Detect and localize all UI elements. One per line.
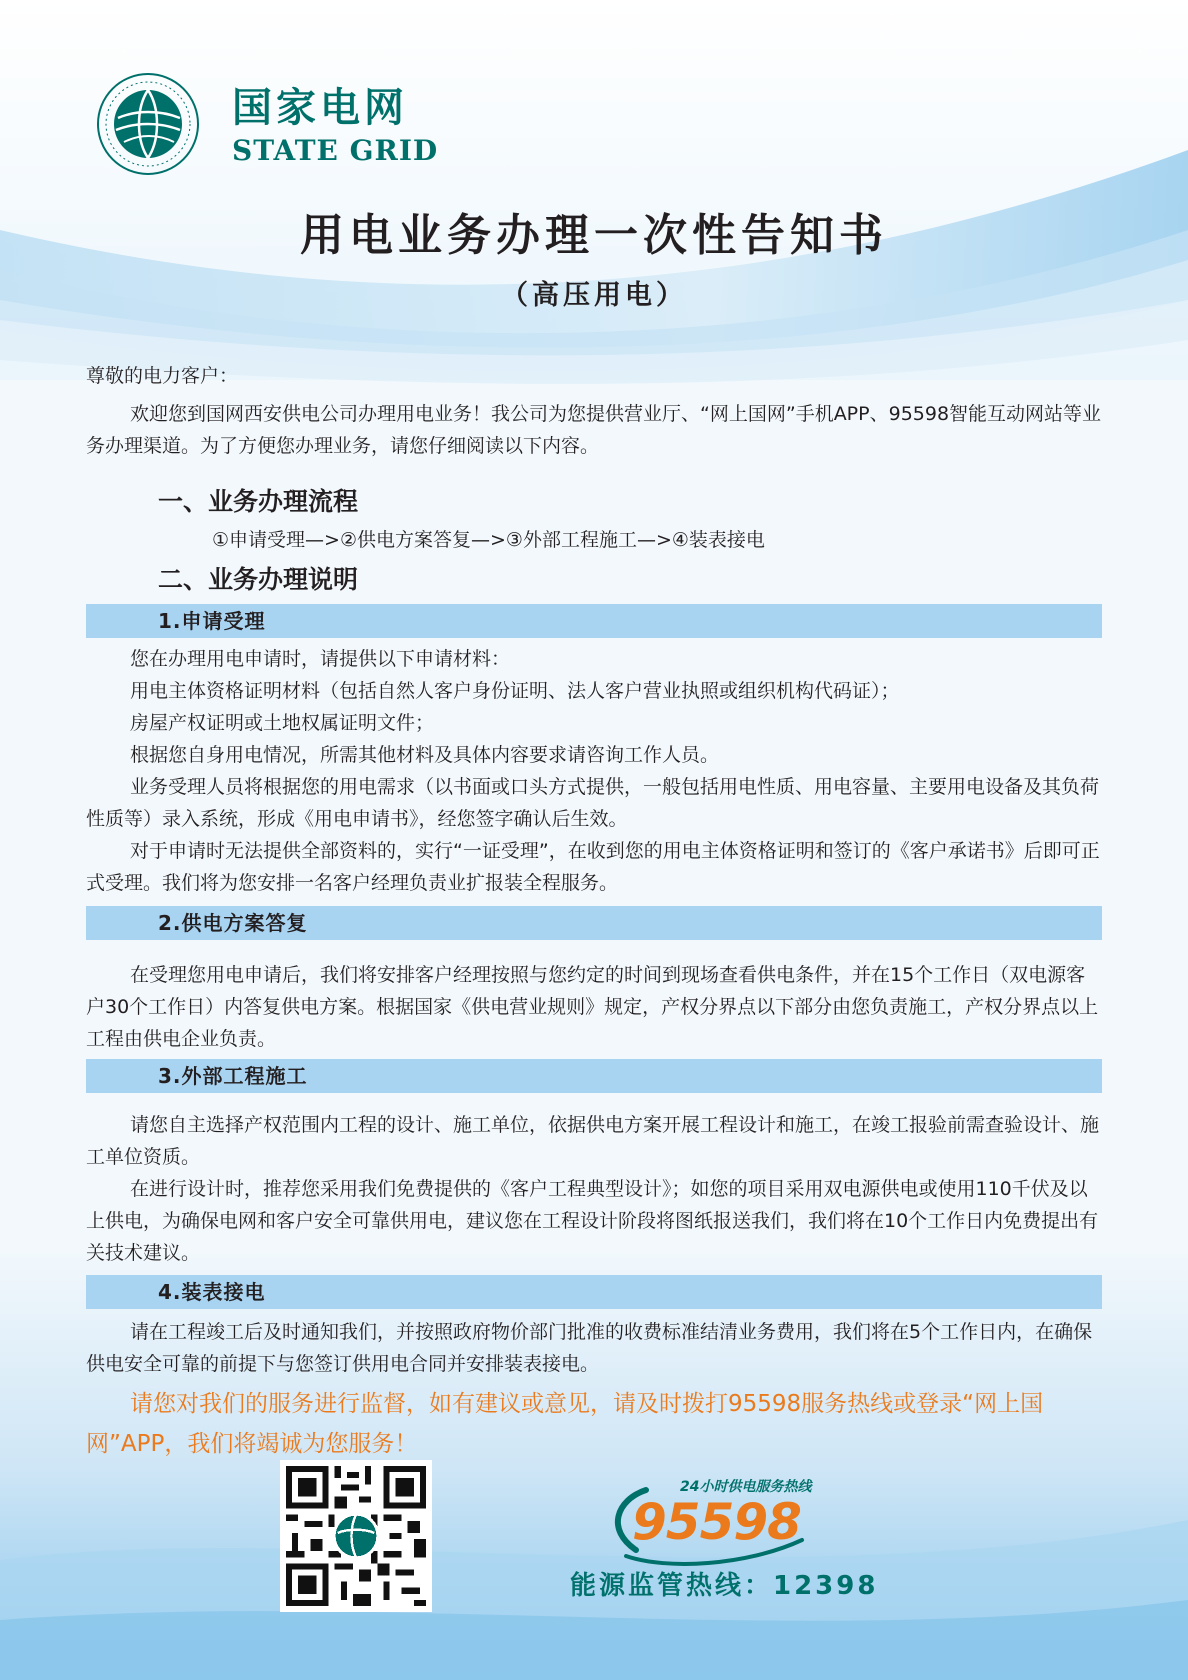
state-grid-logo-icon [96,72,200,176]
section-bar-label: 2.供电方案答复 [158,911,308,935]
hotline-tagline: 24小时供电服务热线 [680,1479,812,1495]
paragraph: 对于申请时无法提供全部资料的，实行“一证受理”，在收到您的用电主体资格证明和签订的《客户承诺书》后即可正式受理。我们将为您安排一名客户经理负责业扩报装全程服务。 [86,840,1100,894]
hotline-number: 95598 [632,1493,801,1551]
section-bar-label: 1.申请受理 [158,609,266,633]
intro-paragraph: 欢迎您到国网西安供电公司办理用电业务！我公司为您提供营业厅、“网上国网”手机APP、95598智能互动网站等业务办理渠道。为了方便您办理业务，请您仔细阅读以下内容。 [86,403,1102,457]
page-subtitle: （高压用电） [501,280,687,311]
greeting: 尊敬的电力客户： [86,365,239,387]
page-title: 用电业务办理一次性告知书 [300,210,888,261]
list-item: 您在办理用电申请时，请提供以下申请材料： [130,648,511,670]
paragraph: 请您自主选择产权范围内工程的设计、施工单位，依据供电方案开展工程设计和施工，在竣工报验前需查验设计、施工单位资质。 [86,1114,1100,1168]
paragraph: 在进行设计时，推荐您采用我们免费提供的《客户工程典型设计》；如您的项目采用双电源供电或使用110千伏及以上供电，为确保电网和客户安全可靠供用电，建议您在工程设计阶段将图纸报送我们，我们将在10个工作日内免费提出有关技术建议。 [86,1178,1099,1264]
list-item: 房屋产权证明或土地权属证明文件； [130,712,435,734]
paragraph: 请在工程竣工后及时通知我们，并按照政府物价部门批准的收费标准结清业务费用，我们将在5个工作日内，在确保供电安全可靠的前提下与您签订供用电合同并安排装表接电。 [86,1321,1093,1375]
section-bar-supply-plan [86,906,1102,940]
section-bar-meter-install [86,1275,1102,1309]
section-bar-label: 3.外部工程施工 [158,1064,308,1088]
section-bar-application [86,604,1102,638]
qr-code-icon [280,1460,432,1612]
list-item: 用电主体资格证明材料（包括自然人客户身份证明、法人客户营业执照或组织机构代码证）； [130,680,900,702]
list-item: 根据您自身用电情况，所需其他材料及具体内容要求请咨询工作人员。 [130,744,720,766]
section-bar-label: 4.装表接电 [158,1280,266,1304]
brand-name-cn: 国家电网 [232,85,408,131]
section-heading-process: 一、业务办理流程 [158,487,359,516]
process-flow: ①申请受理—>②供电方案答复—>③外部工程施工—>④装表接电 [212,529,765,551]
brand-name-en: STATE GRID [232,134,439,167]
service-notice: 请您对我们的服务进行监督，如有建议或意见，请及时拨打95598服务热线或登录“网上国网”APP，我们将竭诚为您服务！ [86,1391,1044,1457]
section-heading-notes: 二、业务办理说明 [158,565,359,594]
paragraph: 在受理您用电申请后，我们将安排客户经理按照与您约定的时间到现场查看供电条件，并在15个工作日（双电源客户30个工作日）内答复供电方案。根据国家《供电营业规则》规定，产权分界点以下部分由您负责施工，产权分界点以上工程由供电企业负责。 [86,964,1099,1050]
energy-hotline: 能源监管热线：12398 [570,1571,879,1601]
section-bar-external-works [86,1059,1102,1093]
paragraph: 业务受理人员将根据您的用电需求（以书面或口头方式提供，一般包括用电性质、用电容量、主要用电设备及其负荷性质等）录入系统，形成《用电申请书》，经您签字确认后生效。 [86,776,1100,830]
